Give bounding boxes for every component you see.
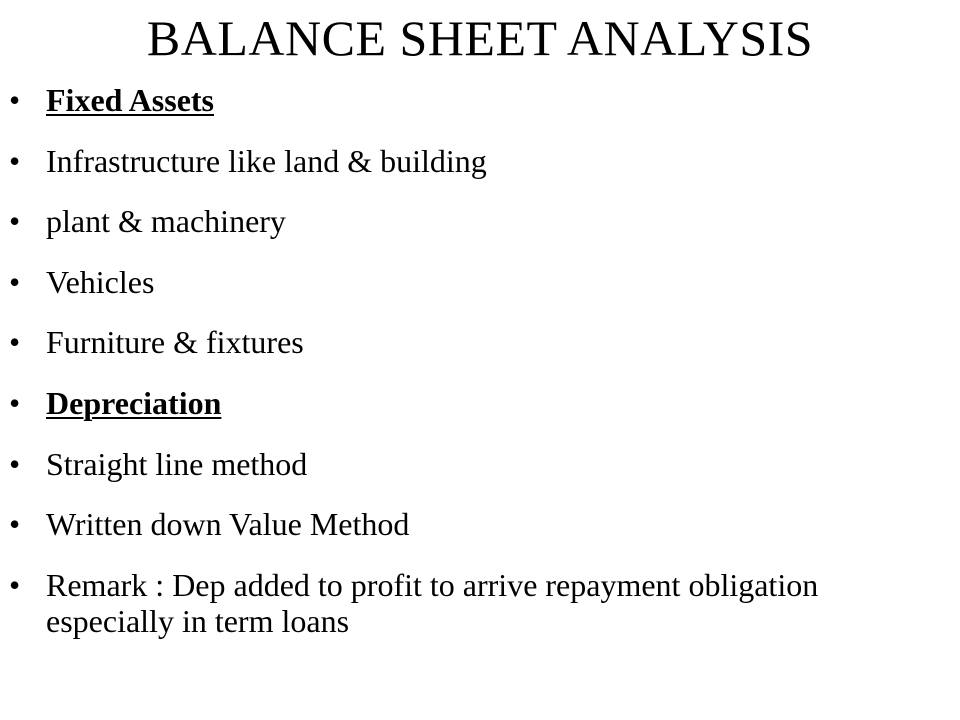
bullet-icon: • [9, 324, 21, 361]
bullet-text: Furniture & fixtures [46, 324, 304, 361]
bullet-text: Vehicles [46, 263, 155, 300]
bullet-item-plant-machinery [0, 203, 906, 239]
slide-title: BALANCE SHEET ANALYSIS [146, 10, 814, 66]
bullet-text: Written down Value Method [46, 506, 410, 543]
bullet-text: plant & machinery [46, 203, 286, 240]
bullet-text: Depreciation [46, 384, 222, 421]
bullet-text: Remark : Dep added to profit to arrive repayment obligation especially in term loans [46, 566, 819, 639]
bullet-item-straight-line [0, 446, 906, 482]
bullet-text: Fixed Assets [46, 82, 214, 118]
bullet-icon: • [9, 566, 21, 603]
bullet-icon: • [9, 82, 21, 118]
bullet-item-vehicles [0, 264, 906, 300]
bullet-icon: • [9, 203, 21, 240]
bullet-item-furniture-fixtures [0, 324, 906, 360]
bullet-list [0, 82, 960, 663]
bullet-item-remark [0, 567, 906, 639]
bullet-item-infrastructure [0, 143, 906, 179]
bullet-text: Infrastructure like land & building [46, 142, 487, 179]
bullet-item-written-down [0, 506, 906, 542]
bullet-icon: • [9, 506, 21, 543]
bullet-item-depreciation [0, 385, 906, 421]
bullet-item-fixed-assets [0, 82, 906, 118]
bullet-text: Straight line method [46, 445, 308, 482]
bullet-icon: • [9, 263, 21, 300]
bullet-icon: • [9, 384, 21, 421]
bullet-icon: • [9, 445, 21, 482]
bullet-icon: • [9, 142, 21, 179]
